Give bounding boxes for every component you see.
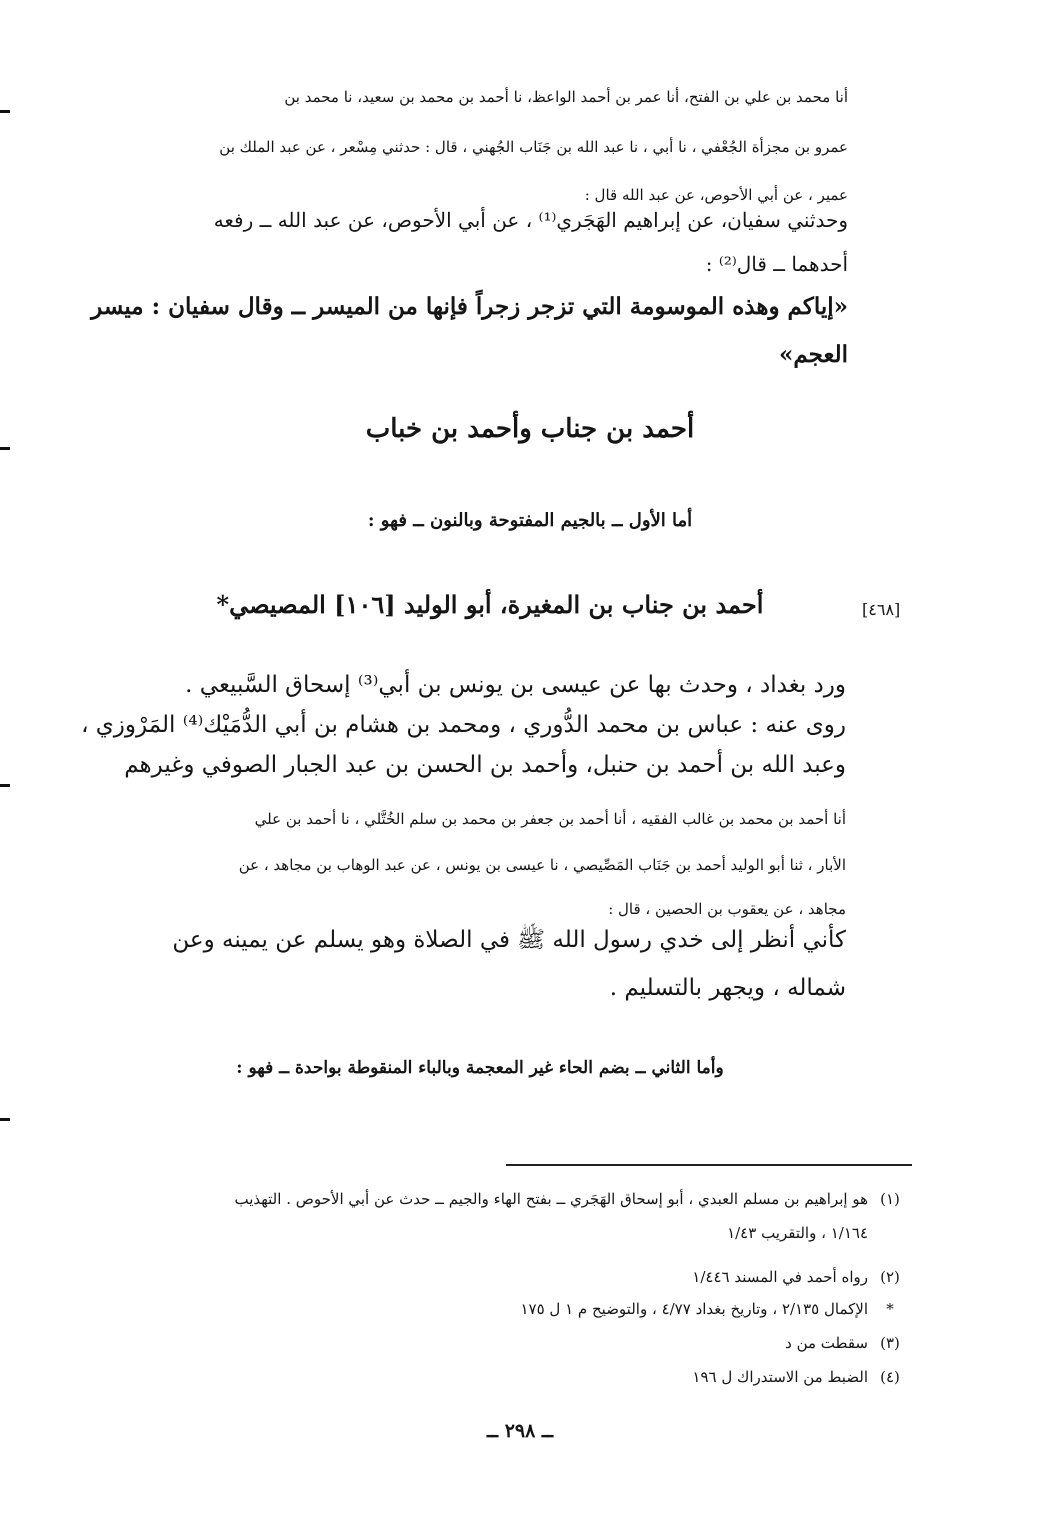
footnote-marker: (١)	[880, 1190, 900, 1208]
isnad-block-2	[118, 810, 846, 928]
isnad-line: مجاهد ، عن يعقوب بن الحصين ، قال :	[608, 900, 846, 918]
footnote-marker: (٤)	[880, 1368, 900, 1386]
isnad-line: أحدهما ــ قال⁽²⁾ :	[705, 252, 848, 276]
footnote-1	[112, 1190, 912, 1254]
footnote-text: الإكمال ٢/١٣٥ ، وتاريخ بغداد ٤/٧٧ ، والتوضيح م ١ ل ١٧٥	[520, 1300, 868, 1318]
isnad-line: الأبار ، ثنا أبو الوليد أحمد بن جَنَاب المَصِّيصي ، نا عيسى بن يونس ، عن عبد الوهاب بن مجاهد ، عن	[238, 856, 846, 874]
footnote-2	[112, 1268, 912, 1298]
scan-edge-mark	[0, 1118, 10, 1121]
footnote-text: رواه أحمد في المسند ١/٤٤٦	[692, 1268, 868, 1286]
footnote-marker: (٢)	[880, 1268, 900, 1286]
isnad-block-1	[128, 88, 848, 214]
footnote-separator	[506, 1164, 912, 1166]
scan-edge-mark	[0, 784, 10, 787]
first-subheading: أما الأول ــ بالجيم المفتوحة وبالنون ــ فهو :	[367, 510, 693, 531]
hadith-text-1	[91, 293, 848, 381]
isnad-line: وحدثني سفيان، عن إبراهيم الهَجَري⁽¹⁾ ، عن أبي الأحوص، عن عبد الله ــ رفعه	[213, 208, 848, 232]
isnad-line: أنا محمد بن علي بن الفتح، أنا عمر بن أحمد الواعظ، نا أحمد بن محمد بن سعيد، نا محمد بن	[284, 88, 848, 106]
isnad-block-1-continued	[128, 208, 848, 290]
entry-title: أحمد بن جناب بن المغيرة، أبو الوليد [١٠٦] المصيصي*	[216, 590, 764, 619]
footnote-3	[112, 1334, 912, 1364]
hadith-line: شماله ، ويجهر بالتسليم .	[609, 975, 846, 1001]
scan-edge-mark	[0, 110, 10, 113]
hadith-line: كأني أنظر إلى خدي رسول الله ﷺ في الصلاة وهو يسلم عن يمينه وعن	[172, 927, 846, 953]
footnote-marker: *	[886, 1300, 894, 1318]
footnote-marker: (٣)	[880, 1334, 900, 1352]
second-subheading: وأما الثاني ــ بضم الحاء غير المعجمة وبالباء المنقوطة بواحدة ــ فهو :	[236, 1058, 724, 1078]
isnad-line: عمير ، عن أبي الأحوص، عن عبد الله قال :	[584, 186, 848, 204]
footnote-text: الضبط من الاستدراك ل ١٩٦	[692, 1368, 868, 1386]
footnote-text: ١/١٦٤ ، والتقريب ١/٤٣	[727, 1224, 868, 1242]
biography-block	[81, 672, 846, 792]
footnote-4	[112, 1368, 912, 1398]
isnad-line: أنا أحمد بن محمد بن غالب الفقيه ، أنا أحمد بن جعفر بن محمد بن سلم الخُتَّلي ، نا أحمد بن علي	[254, 810, 846, 828]
hadith-line: «إياكم وهذه الموسومة التي تزجر زجراً فإنها من الميسر ــ وقال سفيان : ميسر	[91, 293, 848, 320]
hadith-line: العجم»	[778, 341, 848, 368]
bio-line: وعبد الله بن أحمد بن حنبل، وأحمد بن الحسن بن عبد الجبار الصوفي وغيرهم	[124, 752, 846, 778]
footnote-text: سقطت من د	[785, 1334, 868, 1352]
bio-line: ورد بغداد ، وحدث بها عن عيسى بن يونس بن أبي⁽³⁾ إسحاق السَّبيعي .	[185, 672, 846, 698]
footnote-text: هو إبراهيم بن مسلم العبدي ، أبو إسحاق الهَجَري ــ بفتح الهاء والجيم ــ حدث عن أبي الأحوص . التهذيب	[234, 1190, 868, 1208]
scan-edge-mark	[0, 447, 10, 450]
section-title: أحمد بن جناب وأحمد بن خباب	[365, 414, 695, 444]
entry-number: [٤٦٨]	[862, 600, 901, 619]
isnad-line: عمرو بن مجزأة الجُعْفي ، نا أبي ، نا عبد الله بن جَنَاب الجُهني ، قال : حدثني مِسْعر ، عن عبد الملك بن	[219, 138, 848, 156]
hadith-text-2	[112, 925, 846, 1015]
page-number: ــ ٢٩٨ ــ	[486, 1420, 554, 1442]
footnote-star	[112, 1300, 912, 1330]
bio-line: روى عنه : عباس بن محمد الدُّوري ، ومحمد بن هشام بن أبي الدُّمَيْك⁽⁴⁾ المَرْوزي ،	[81, 712, 846, 738]
